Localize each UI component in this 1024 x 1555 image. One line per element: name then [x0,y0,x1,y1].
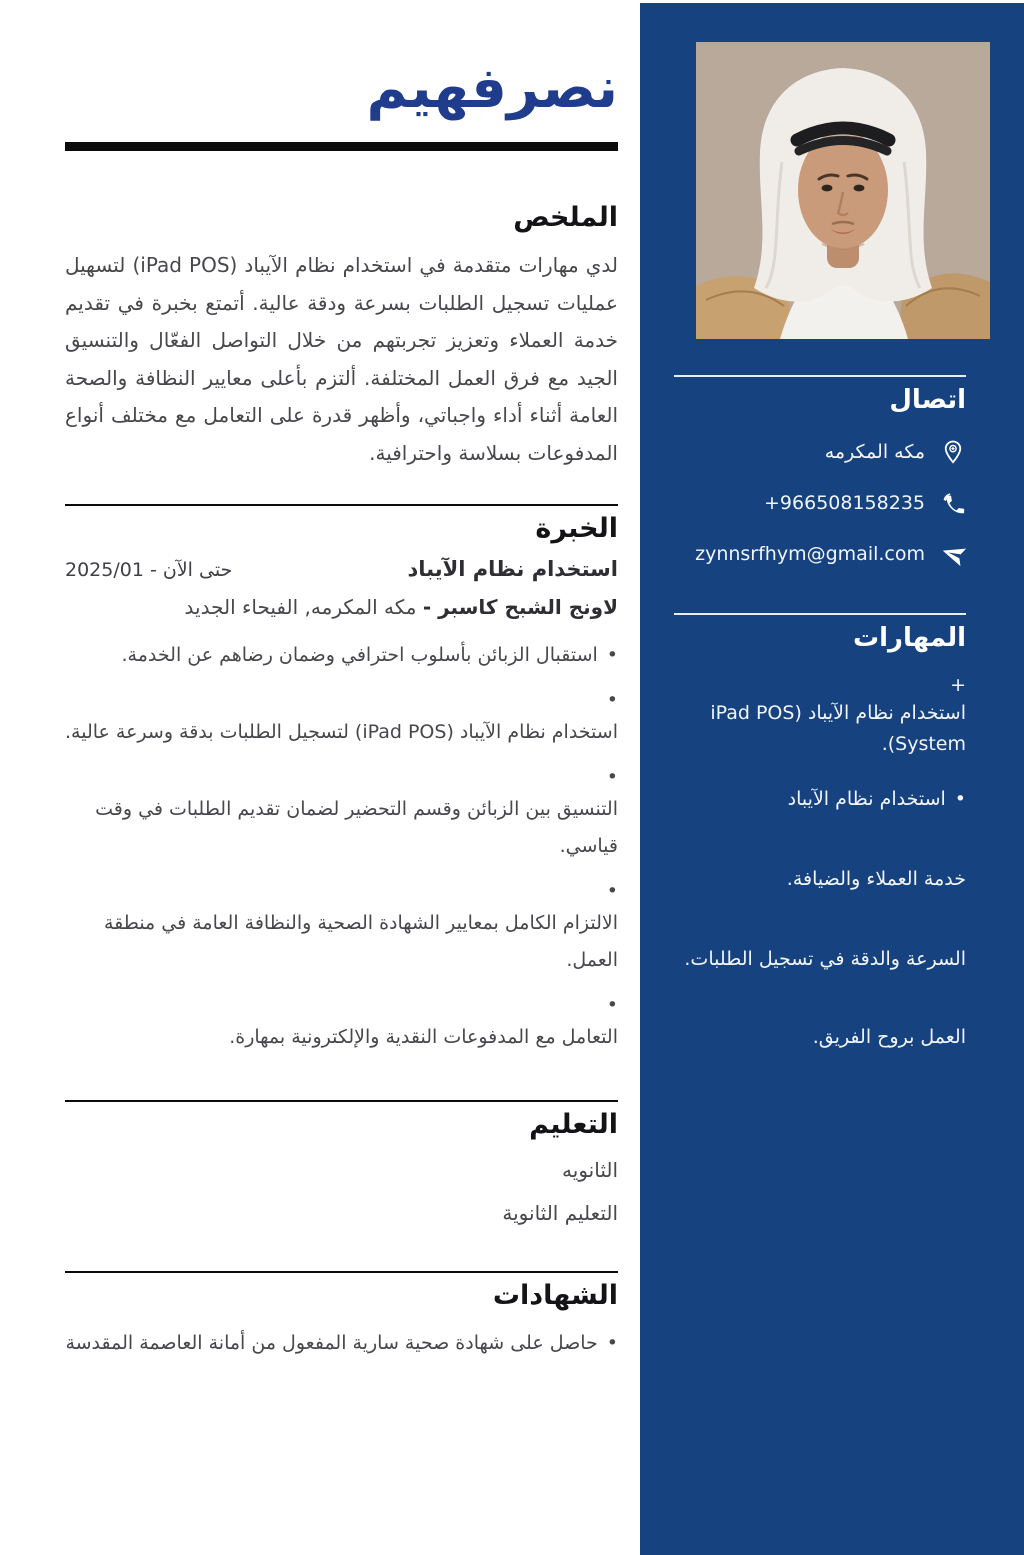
company-location: مكه المكرمه, الفيحاء الجديد [184,595,417,619]
section-divider [65,1271,618,1273]
skill-item [674,672,966,760]
experience-bullet [65,637,618,674]
skill-item [674,784,966,815]
section-certificates [65,1271,618,1358]
profile-photo [696,42,990,339]
skill-text: استخدام نظام الآيباد [787,788,946,810]
name-title: نصرفهيم [366,56,618,121]
skills-heading: المهارات [852,623,966,653]
company-name: لاونج الشبح كاسبر - [422,595,618,619]
certificate-item [65,1328,618,1358]
bullet-text: استقبال الزبائن بأسلوب احترافي وضمان رضاهم عن الخدمة. [121,644,598,666]
email-row [674,539,966,569]
plus-marker: + [950,674,966,696]
experience-bullet [65,878,618,979]
section-education [65,1100,618,1227]
skill-text: السرعة والدقة في تسجيل الطلبات. [684,948,966,970]
experience-bullet-list [65,637,618,1056]
skill-text: خدمة العملاء والضيافة. [786,868,966,890]
bullet-dot: • [606,1332,618,1354]
education-degree: التعليم الثانوية [502,1201,618,1225]
experience-bullet [65,992,618,1056]
location-row [674,437,966,467]
experience-bullet [65,764,618,865]
title-underline [65,142,618,151]
certificate-text: حاصل على شهادة صحية سارية المفعول من أمانة العاصمة المقدسة [65,1332,598,1354]
bullet-text: الالتزام الكامل بمعايير الشهادة الصحية والنظافة العامة في منطقة العمل. [103,912,618,971]
bullet-text: التعامل مع المدفوعات النقدية والإلكترونية بمهارة. [229,1026,618,1048]
sidebar [640,3,1024,1555]
skills-section [674,613,966,1053]
contact-heading: اتصال [889,385,966,415]
email-text[interactable]: zynnsrfhym@gmail.com [695,543,925,565]
skill-text: استخدام نظام الآيباد (iPad POS System). [710,702,966,755]
section-summary [65,201,618,472]
skill-item [674,864,966,895]
location-text: مكه المكرمه [824,441,925,463]
bullet-dot: • [954,788,966,810]
bullet-dot: • [606,880,618,902]
phone-number[interactable]: +966508158235 [764,492,925,514]
summary-text: لدي مهارات متقدمة في استخدام نظام الآيباد (iPad POS) لتسهيل عمليات تسجيل الطلبات بسرعة ودقة عالية. أتمتع بخبرة في تقديم خدمة العملاء وتعزيز تجربتهم من خلال التواصل الفعّال والتنسيق الجيد مع فرق العمل المختلفة. ألتزم بأعلى معايير النظافة والصحة العامة أثناء أداء واجباتي، وأظهر قدرة على التعامل مع مختلف أنواع المدفوعات بسلاسة واحترافية. [65,253,619,465]
experience-bullet [65,687,618,751]
phone-row [674,488,966,518]
bullet-text: استخدام نظام الآيباد (iPad POS) لتسجيل الطلبات بدقة وسرعة عالية. [64,721,618,743]
skill-item [674,944,966,975]
bullet-text: التنسيق بين الزبائن وقسم التحضير لضمان تقديم الطلبات في وقت قياسي. [95,798,618,857]
job-title: استخدام نظام الآيباد [407,557,618,581]
sidebar-divider [674,375,966,377]
education-heading: التعليم [529,1109,618,1140]
section-divider [65,1100,618,1102]
section-divider [65,504,618,506]
bullet-dot: • [606,689,618,711]
bullet-dot: • [606,994,618,1016]
bullet-dot: • [606,766,618,788]
contact-section [674,375,966,569]
sidebar-divider [674,613,966,615]
phone-icon [940,490,966,516]
certificates-heading: الشهادات [492,1280,618,1311]
main-column [65,0,618,1358]
job-dates: 2025/01 - حتى الآن [65,559,233,581]
company-line [65,595,618,619]
section-experience [65,504,618,1056]
experience-heading: الخبرة [535,513,618,544]
location-pin-icon [940,439,966,465]
education-school: الثانويه [562,1158,618,1182]
skill-item [674,1022,966,1053]
summary-heading: الملخص [513,202,618,233]
skill-text: العمل بروح الفريق. [812,1026,966,1048]
job-row [65,557,618,581]
paper-plane-icon [940,541,966,567]
bullet-dot: • [606,644,618,666]
